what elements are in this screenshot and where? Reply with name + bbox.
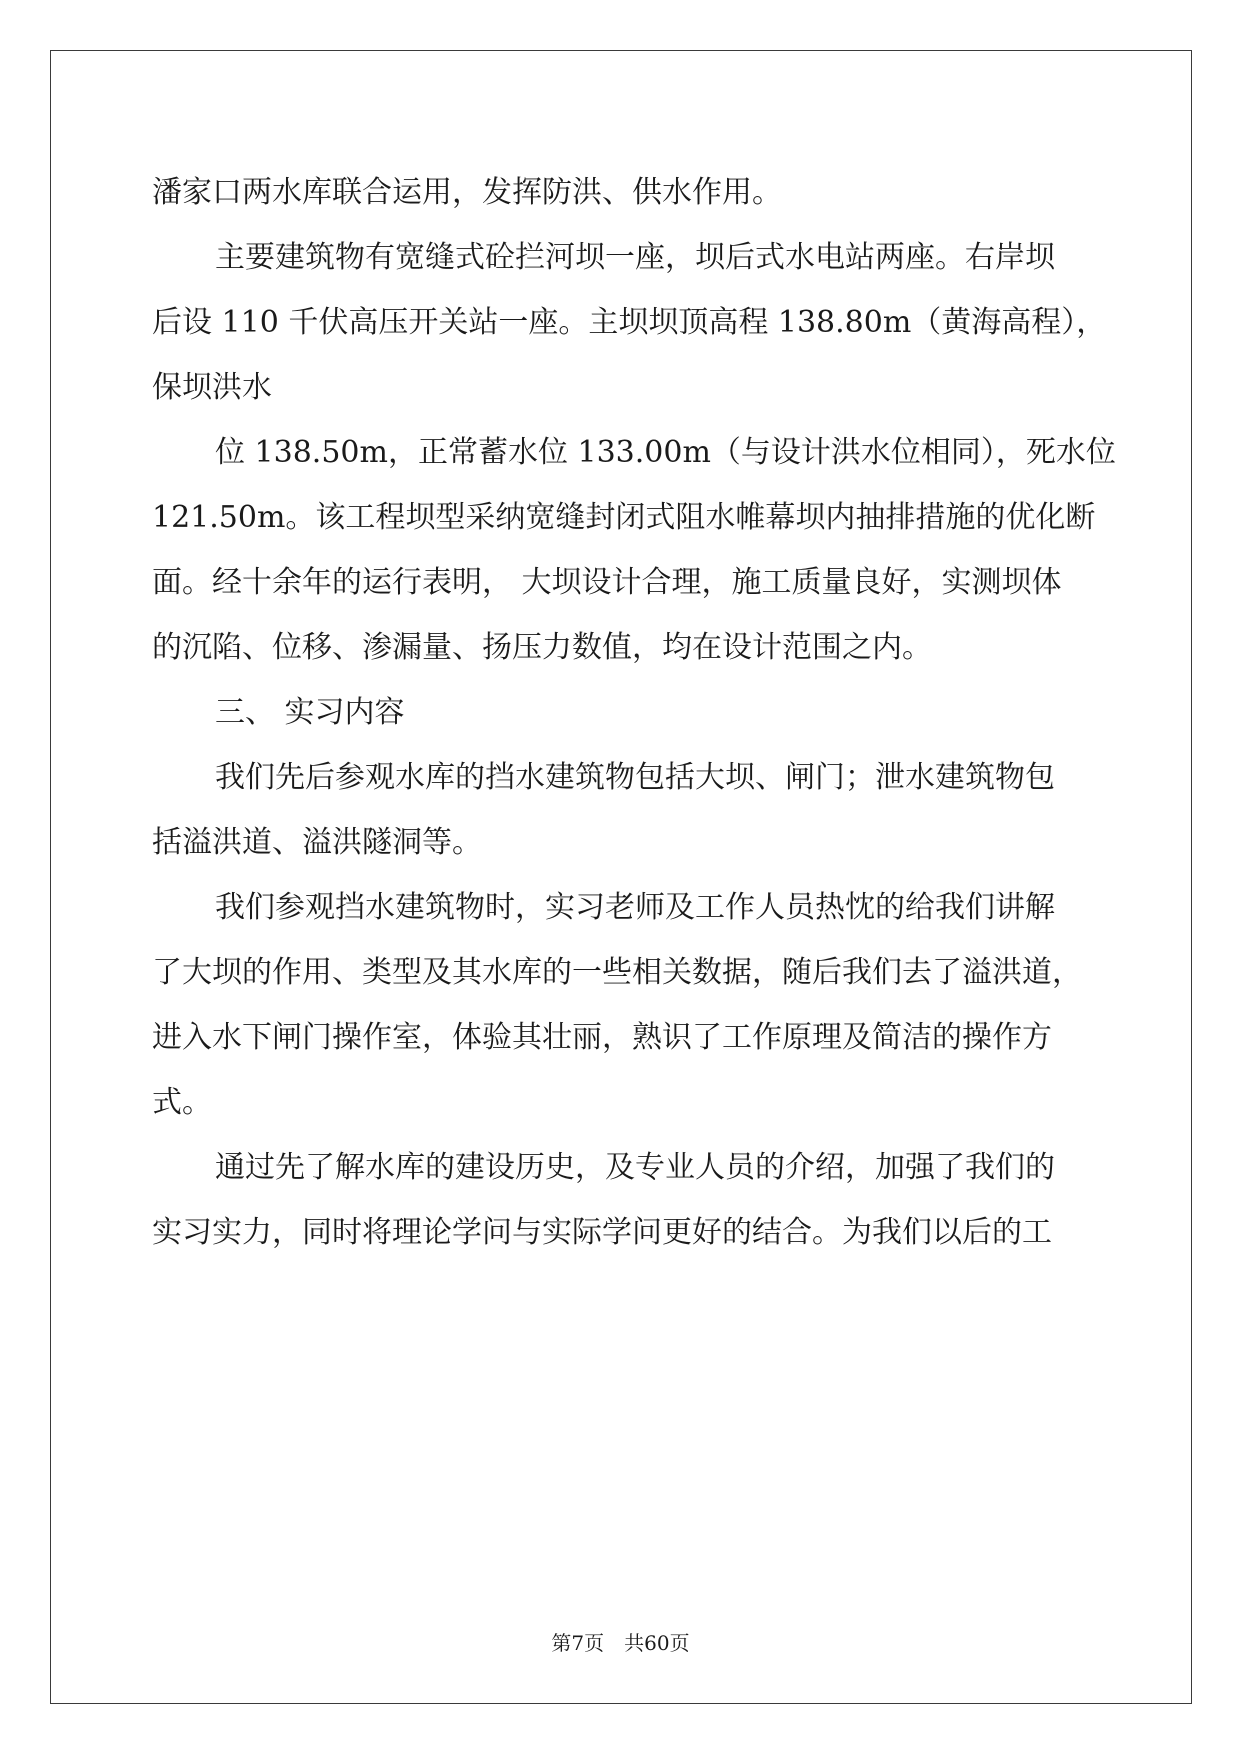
text-line: 潘家口两水库联合运用，发挥防洪、供水作用。 [152, 175, 782, 210]
text-line: 保坝洪水 [152, 370, 272, 405]
text-line: 我们参观挡水建筑物时，实习老师及工作人员热忱的给我们讲解 [215, 890, 1055, 925]
text-line: 实习实力，同时将理论学问与实际学问更好的结合。为我们以后的工 [152, 1215, 1052, 1250]
text-line: 了大坝的作用、类型及其水库的一些相关数据，随后我们去了溢洪道， [152, 955, 1082, 990]
text-line: 我们先后参观水库的挡水建筑物包括大坝、闸门；泄水建筑物包 [215, 760, 1055, 795]
section-heading: 三、 实习内容 [215, 695, 405, 730]
text-line: 式。 [152, 1085, 212, 1120]
text-line: 121.50m。该工程坝型采纳宽缝封闭式阻水帷幕坝内抽排措施的优化断 [152, 500, 1096, 535]
text-line: 位 138.50m，正常蓄水位 133.00m（与设计洪水位相同），死水位 [215, 435, 1116, 470]
text-line: 后设 110 千伏高压开关站一座。主坝坝顶高程 138.80m（黄海高程）， [152, 305, 1107, 340]
text-line: 括溢洪道、溢洪隧洞等。 [152, 825, 482, 860]
text-line: 主要建筑物有宽缝式砼拦河坝一座，坝后式水电站两座。右岸坝 [215, 240, 1055, 275]
text-line: 进入水下闸门操作室，体验其壮丽，熟识了工作原理及简洁的操作方 [152, 1020, 1052, 1055]
text-line: 的沉陷、位移、渗漏量、扬压力数值，均在设计范围之内。 [152, 630, 932, 665]
document-body [152, 160, 1116, 1265]
text-line: 通过先了解水库的建设历史，及专业人员的介绍，加强了我们的 [215, 1150, 1055, 1185]
page-number: 第7页 共60页 [551, 1631, 690, 1655]
text-line: 面。经十余年的运行表明， 大坝设计合理，施工质量良好，实测坝体 [152, 565, 1062, 600]
